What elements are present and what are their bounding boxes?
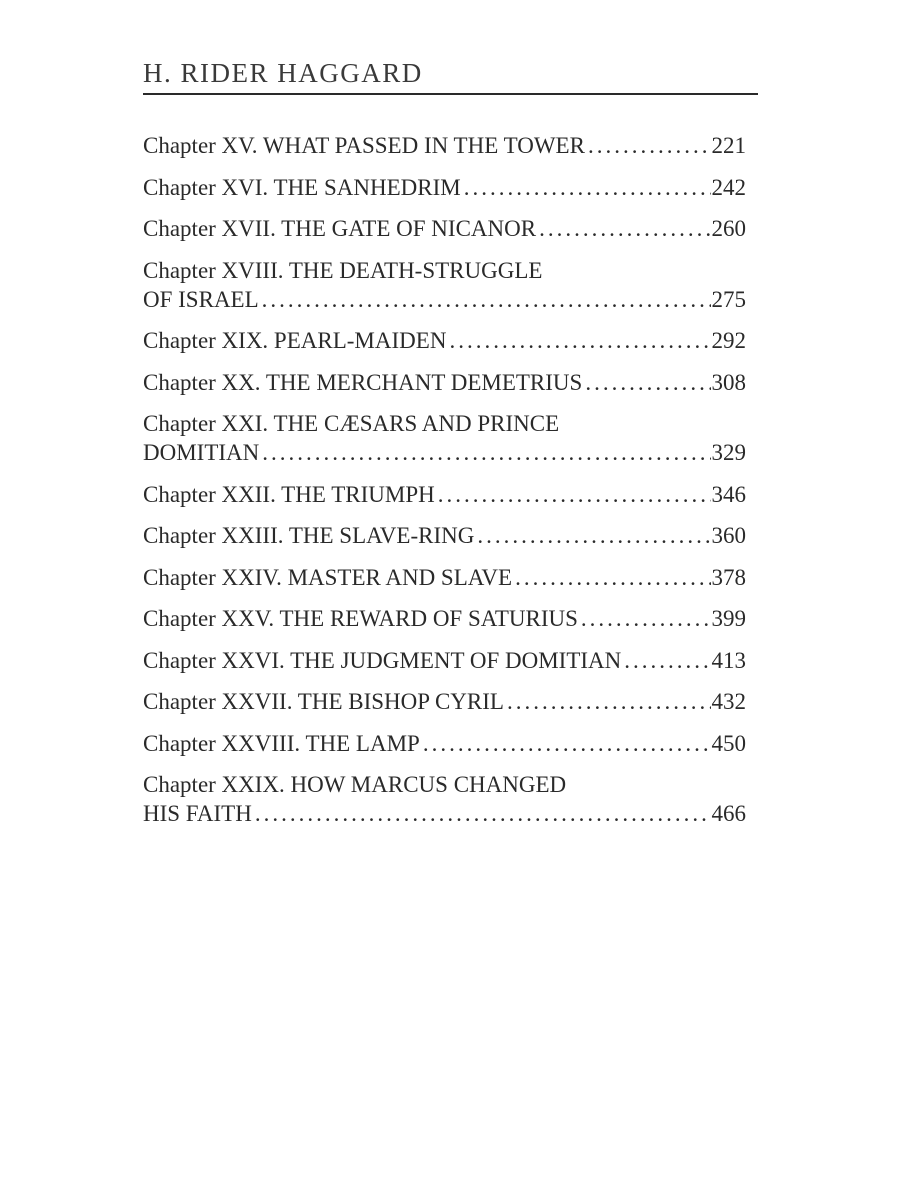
- toc-entry[interactable]: [143, 604, 746, 633]
- toc-entry-page: 308: [711, 369, 746, 395]
- toc-entry[interactable]: [143, 131, 746, 160]
- toc-entry[interactable]: [143, 214, 746, 243]
- toc-entry-title: Chapter XIX. PEARL-MAIDEN: [143, 328, 447, 353]
- toc-entry-page: 399: [711, 606, 746, 631]
- toc-entry-title: Chapter XXV. THE REWARD OF SATURIUS: [143, 606, 578, 631]
- toc-dot-leader: [515, 563, 710, 592]
- toc-dot-leader: [423, 729, 711, 758]
- toc-entry-title-line1: Chapter XXI. THE CÆSARS AND PRINCE: [143, 411, 560, 436]
- toc-dot-leader: [477, 521, 710, 550]
- toc-entry-page: 346: [711, 481, 746, 507]
- toc-entry-page: 466: [711, 801, 746, 826]
- toc-entry-page: 450: [711, 730, 746, 756]
- toc-entry-title: Chapter XXVIII. THE LAMP: [143, 730, 420, 756]
- toc-entry-title: Chapter XX. THE MERCHANT DEMETRIUS: [143, 369, 583, 395]
- running-head: H. RIDER HAGGARD: [143, 60, 758, 95]
- toc-entry[interactable]: [143, 563, 746, 592]
- toc-entry-page: 360: [711, 523, 746, 548]
- toc-entry[interactable]: [143, 368, 746, 397]
- toc-entry[interactable]: [143, 480, 746, 509]
- toc-dot-leader: [588, 131, 711, 160]
- table-of-contents: [143, 131, 746, 828]
- toc-entry-title: Chapter XV. WHAT PASSED IN THE TOWER: [143, 133, 585, 158]
- toc-entry[interactable]: [143, 256, 746, 314]
- toc-dot-leader: [624, 646, 710, 675]
- toc-entry-page: 221: [711, 133, 746, 158]
- toc-entry-page: 329: [711, 440, 746, 465]
- toc-entry[interactable]: [143, 770, 746, 828]
- toc-dot-leader: [581, 604, 711, 633]
- toc-entry[interactable]: [143, 173, 746, 202]
- toc-entry[interactable]: [143, 729, 746, 758]
- toc-entry[interactable]: [143, 687, 746, 716]
- toc-entry-title: OF ISRAEL: [143, 286, 259, 312]
- toc-entry-title: DOMITIAN: [143, 440, 260, 465]
- toc-dot-leader: [507, 687, 711, 716]
- toc-entry[interactable]: [143, 409, 746, 467]
- toc-entry-title-line1: Chapter XXIX. HOW MARCUS CHANGED: [143, 772, 567, 797]
- toc-entry-title: Chapter XXII. THE TRIUMPH: [143, 481, 435, 507]
- toc-entry-page: 432: [711, 689, 746, 714]
- toc-entry-page: 275: [711, 286, 746, 312]
- toc-dot-leader: [539, 214, 710, 243]
- toc-dot-leader: [585, 368, 710, 397]
- toc-entry-page: 413: [711, 647, 746, 673]
- toc-entry-title-line1: Chapter XVIII. THE DEATH-STRUGGLE: [143, 257, 543, 283]
- toc-dot-leader: [464, 173, 711, 202]
- toc-entry-page: 260: [711, 216, 746, 241]
- toc-entry-title: Chapter XXIV. MASTER AND SLAVE: [143, 564, 513, 590]
- toc-entry[interactable]: [143, 521, 746, 550]
- toc-entry-title: Chapter XXIII. THE SLAVE-RING: [143, 523, 475, 548]
- toc-entry-page: 292: [711, 328, 746, 353]
- toc-entry-title: Chapter XVII. THE GATE OF NICANOR: [143, 216, 537, 241]
- toc-entry-title: Chapter XXVII. THE BISHOP CYRIL: [143, 689, 504, 714]
- toc-dot-leader: [262, 438, 710, 467]
- book-page: [143, 60, 758, 841]
- toc-entry[interactable]: [143, 326, 746, 355]
- toc-dot-leader: [449, 326, 710, 355]
- toc-entry-title: Chapter XVI. THE SANHEDRIM: [143, 174, 461, 200]
- toc-dot-leader: [262, 285, 711, 314]
- toc-entry-page: 242: [711, 174, 746, 200]
- toc-entry[interactable]: [143, 646, 746, 675]
- toc-dot-leader: [438, 480, 711, 509]
- toc-entry-page: 378: [711, 564, 746, 590]
- toc-entry-title: Chapter XXVI. THE JUDGMENT OF DOMITIAN: [143, 647, 622, 673]
- toc-dot-leader: [255, 799, 711, 828]
- toc-entry-title: HIS FAITH: [143, 801, 252, 826]
